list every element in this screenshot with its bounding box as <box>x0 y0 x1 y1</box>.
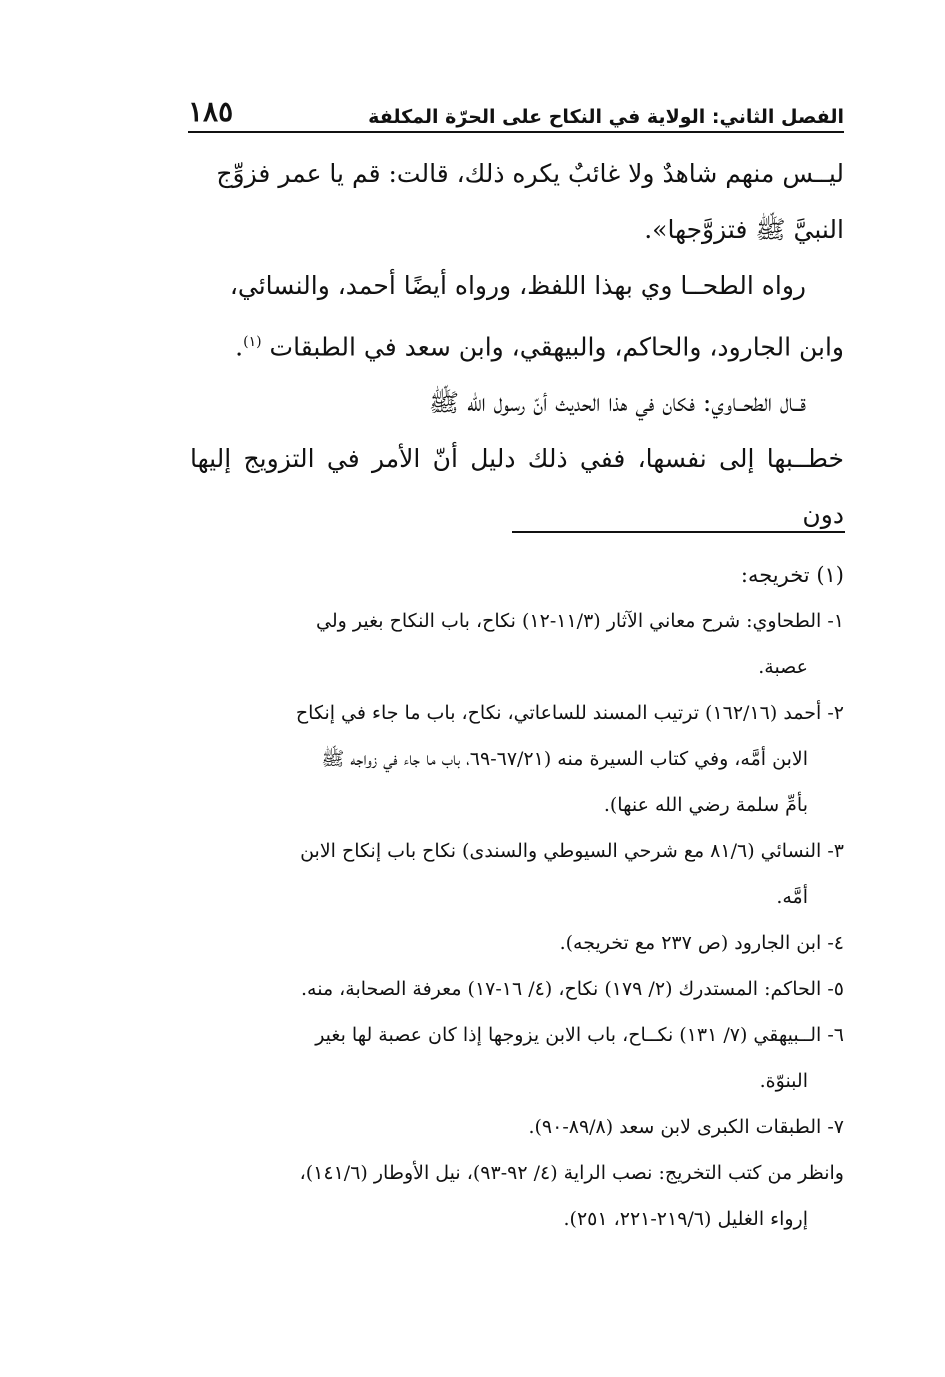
footnote-separator <box>512 531 845 533</box>
paragraph-2 <box>190 258 844 375</box>
footnote-line: عصبة. <box>758 656 808 678</box>
footnote-line: ٤- ابن الجارود (ص ٢٣٧ مع تخريجه). <box>559 932 844 954</box>
footnote-line: ٧- الطبقات الكبرى لابن سعد (٨٩/٨-٩٠). <box>528 1116 844 1138</box>
footnote-line: أمَّه. <box>776 886 808 908</box>
chapter-title: الفصل الثاني: الولاية في النكاح على الحرّة المكلفة <box>368 106 844 128</box>
text-line: ليــس منهم شاهدٌ ولا غائبٌ يكره ذلك، قالت: قم يا عمر فزوِّج <box>216 159 844 188</box>
footnote-line: ٣- النسائي (٨١/٦ مع شرحي السيوطي والسندى) نكاح باب إنكاح الابن <box>300 840 844 862</box>
text-line: خطــبها إلى نفسها، ففي ذلك دليل أنّ الأمر في التزويج إليها دون <box>190 444 844 530</box>
running-header <box>188 88 844 128</box>
footnote-heading: (١) تخريجه: <box>740 563 844 587</box>
footnote-item <box>190 828 844 920</box>
footnote-line: البنوّة. <box>759 1070 808 1092</box>
footnote-item <box>190 966 844 1012</box>
footnote-marker[interactable]: (١) <box>243 334 262 350</box>
footnotes <box>190 552 844 1242</box>
footnote-item <box>190 690 844 828</box>
footnote-line: ١- الطحاوي: شرح معاني الآثار (١١/٣-١٢) نكاح، باب النكاح بغير ولي <box>316 610 844 632</box>
paragraph-3 <box>190 375 844 543</box>
text-line: رواه الطحــا وي بهذا اللفظ، ورواه أيضًا أحمد، والنسائي، <box>229 271 806 300</box>
footnote-item <box>190 1012 844 1104</box>
footnote-item <box>190 598 844 690</box>
footnote-item <box>190 1104 844 1150</box>
header-rule <box>188 131 844 133</box>
footnote-item <box>190 920 844 966</box>
footnote-line: إرواء الغليل (٢١٩/٦-٢٢١، ٢٥١). <box>563 1208 808 1230</box>
footnote-line: ٦- الــبيهقي (٧/ ١٣١) نكــاح، باب الابن يزوجها إذا كان عصبة لها بغير <box>315 1024 844 1046</box>
footnote-line: ٥- الحاكم: المستدرك (٢/ ١٧٩) نكاح، (٤/ ١٦-١٧) معرفة الصحابة، منه. <box>300 978 844 1000</box>
footnote-line: بأمِّ سلمة رضي الله عنها). <box>603 794 808 816</box>
footnote-line: الابن أمَّه، وفي كتاب السيرة منه (٦٧/٢١-٦٩، باب ما جاء في زواجه ﷺ <box>321 748 808 770</box>
paragraph-1 <box>190 146 844 258</box>
text-line: النبيَّ ﷺ فتزوَّجها». <box>644 215 844 244</box>
page-number: ١٨٥ <box>188 95 234 128</box>
text-line: وابن الجارود، والحاكم، والبيهقي، وابن سعد في الطبقات <box>269 332 844 362</box>
period: . <box>235 332 244 362</box>
footnote-line: وانظر من كتب التخريج: نصب الراية (٤/ ٩٢-٩٣)، نيل الأوطار (١٤١/٦)، <box>299 1162 844 1184</box>
text-line: قــال الطحــاوي: فكان في هذا الحديث أنّ رسول الله ﷺ <box>428 388 806 418</box>
footnote-line: ٢- أحمد (١٦٢/١٦) ترتيب المسند للساعاتي، نكاح، باب ما جاء في إنكاح <box>295 702 844 724</box>
main-text <box>190 146 844 543</box>
footnote-see-also <box>190 1150 844 1242</box>
